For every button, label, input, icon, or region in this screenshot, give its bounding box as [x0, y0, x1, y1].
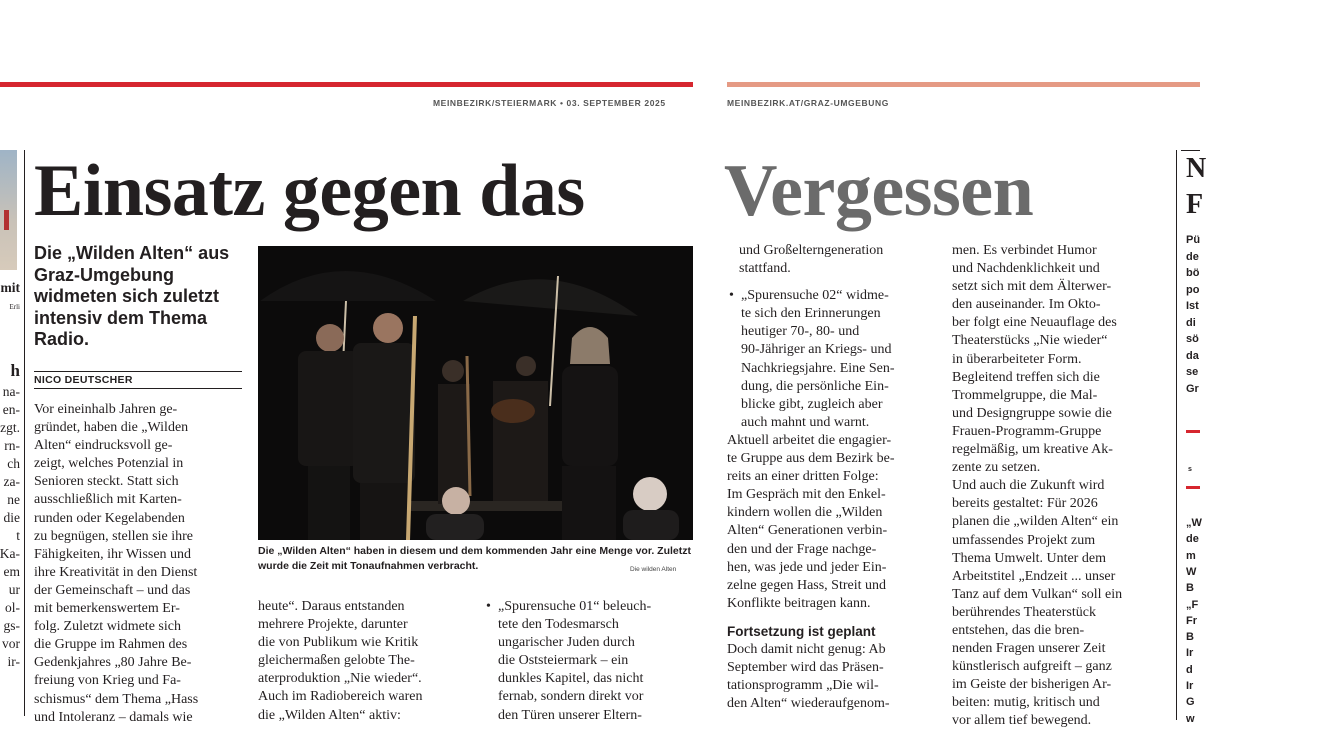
text-line: setzt sich mit dem Älterwer-: [952, 279, 1112, 295]
bullet-marker: •: [729, 288, 734, 304]
text-line: den auseinander. Im Okto-: [952, 297, 1101, 313]
text-line: den und der Frage nachge-: [727, 541, 877, 557]
right-fragment: W: [1186, 565, 1197, 578]
text-line: heute“. Daraus entstanden: [258, 599, 405, 614]
text-line: Im Gespräch mit den Enkel-: [727, 487, 886, 503]
photo-credit: Die wilden Alten: [630, 566, 677, 573]
text-line: die Gruppe im Rahmen des: [34, 637, 188, 653]
text-line: Alten“ eindrucksvoll ge-: [34, 438, 173, 454]
text-line: und Nachdenklichkeit und: [952, 261, 1100, 277]
author-byline: NICO DEUTSCHER: [34, 371, 242, 389]
right-fragment: da: [1186, 349, 1199, 362]
text-line: regelmäßig, um kreative Ak-: [952, 442, 1113, 458]
article-photo: [258, 246, 693, 540]
right-fragment: po: [1186, 283, 1200, 296]
text-line: te Gruppe aus dem Bezirk be-: [727, 451, 895, 467]
text-line: planen die „wilden Alten“ ein: [952, 514, 1119, 530]
text-line: kindern wollen die „Wilden: [727, 505, 883, 521]
right-fragment: m: [1186, 549, 1196, 562]
text-line: zente zu setzen.: [952, 460, 1041, 476]
text-line: blicke gibt, zugleich aber: [741, 396, 883, 412]
right-fragment: Pü: [1186, 234, 1201, 246]
top-rule-left: [0, 82, 693, 87]
text-line: gründet, haben die „Wilden: [34, 420, 189, 436]
text-line: ungarischer Juden durch: [498, 635, 635, 651]
left-fragment: mit: [0, 280, 20, 295]
text-line: Senioren steckt. Statt sich: [34, 474, 179, 490]
right-fragment-small: s: [1188, 466, 1192, 473]
col4-paragraph: [727, 432, 937, 613]
col4-bullet-text: [741, 287, 937, 432]
text-line: zu begnügen, stellen sie ihre: [34, 528, 194, 544]
right-fragment: „W: [1186, 517, 1202, 529]
text-line: fernab, sondern direkt vor: [498, 689, 644, 705]
text-line: Begleitend treffen sich die: [952, 369, 1100, 385]
text-line: die „Wilden Alten“ aktiv:: [258, 707, 401, 723]
body-column-2: [258, 598, 468, 725]
text-line: auch mahnt und warnt.: [741, 414, 870, 430]
text-line: gleichermaßen gelobte The-: [258, 653, 415, 669]
left-fragment: ol-: [5, 600, 20, 615]
text-line: tationsprogramm „Die wil-: [727, 678, 879, 694]
text-line: und Intoleranz – damals wie: [34, 709, 193, 725]
photo-illustration: [258, 246, 693, 540]
left-fragment: zgt.: [0, 420, 20, 435]
text-line: runden oder Kegelabenden: [34, 510, 185, 526]
text-line: beiten: mutig, kritisch und: [952, 695, 1100, 711]
text-line: ausschließlich mit Karten-: [34, 492, 182, 508]
photo-caption: Die „Wilden Alten“ haben in diesem und dem kommenden Jahr eine Menge vor. Zuletzt wurde die Zeit mit Tonaufnahmen verbracht.: [258, 545, 692, 572]
left-fragment: Ka-: [0, 546, 20, 561]
text-line: die Oststeiermark – ein: [498, 653, 629, 669]
text-line: Aktuell arbeitet die engagier-: [727, 432, 892, 448]
right-fragment: w: [1186, 712, 1195, 725]
bullet-marker: •: [486, 599, 491, 614]
text-line: dunkles Kapitel, das nicht: [498, 671, 644, 687]
text-line: künstlerisch aufgreift – ganz: [952, 659, 1112, 675]
col4-bullet-item: [727, 287, 937, 432]
text-line: den Alten“ wiederaufgenom-: [727, 696, 890, 712]
right-fragment: de: [1186, 250, 1199, 263]
text-line: zeigt, welches Potenzial in: [34, 456, 184, 472]
text-line: entstehen, das die bren-: [952, 622, 1085, 638]
text-line: Gedenkjahres „80 Jahre Be-: [34, 655, 192, 671]
text-line: freiung von Krieg und Fa-: [34, 673, 181, 689]
text-line: „Spurensuche 01“ beleuch-: [498, 599, 652, 614]
left-fragment: gs-: [3, 618, 20, 633]
text-line: Doch damit nicht genug: Ab: [727, 641, 886, 657]
text-line: den Türen unserer Eltern-: [498, 707, 642, 723]
left-fragment: na-: [2, 384, 20, 399]
text-line: Theaterstücks „Nie wieder“: [952, 333, 1108, 349]
text-line: 90-Jähriger an Kriegs- und: [741, 342, 892, 358]
col4-intro-lines: [727, 242, 937, 278]
right-box-top-rule: [1181, 150, 1200, 151]
text-line: vor allem tief bewegend.: [952, 713, 1092, 729]
right-fragment: Ir: [1186, 680, 1194, 692]
right-fragment: di: [1186, 316, 1196, 329]
text-line: ihre Kreativität in den Dienst: [34, 564, 198, 580]
body-column-4: [727, 242, 937, 713]
text-line: umfassendes Projekt zum: [952, 532, 1096, 548]
left-fragment: em: [3, 564, 20, 579]
text-line: folg. Zuletzt widmete sich: [34, 619, 181, 635]
left-fragment: ur: [8, 582, 20, 597]
intro-teaser: Die „Wilden Alten“ aus Graz-Umgebung widmeten sich zuletzt intensiv dem Thema Radio.: [34, 243, 230, 349]
body-column-3: [484, 598, 708, 725]
text-line: Auch im Radiobereich waren: [258, 689, 423, 705]
text-line: schismus“ dem Thema „Hass: [34, 691, 199, 707]
headline-part-2: Vergessen: [724, 150, 1034, 232]
right-fragment: B: [1186, 631, 1194, 644]
text-line: Thema Umwelt. Unter dem: [952, 550, 1106, 566]
headline-part-1: Einsatz gegen das: [34, 150, 585, 232]
text-line: und Designgruppe sowie die: [952, 405, 1112, 421]
left-fragment: vor: [2, 636, 20, 651]
right-fragment: Ist: [1186, 300, 1199, 312]
subheading: Fortsetzung ist geplant: [727, 623, 876, 639]
left-fragment: ne: [7, 492, 20, 507]
text-line: ber folgt eine Neuauflage des: [952, 315, 1117, 331]
left-fragment: t: [16, 528, 20, 543]
right-fragment-head: N: [1186, 153, 1207, 184]
text-line: Nachkriegsjahre. Eine Sen-: [741, 360, 895, 376]
folio-left: MEINBEZIRK/STEIERMARK • 03. SEPTEMBER 2025: [433, 98, 666, 108]
text-line: berührendes Theaterstück: [952, 604, 1096, 620]
body-column-1: [34, 401, 242, 727]
text-line: te sich den Erinnerungen: [741, 306, 881, 322]
text-line: der Gemeinschaft – und das: [34, 582, 191, 598]
left-fragment: za-: [3, 474, 20, 489]
text-line: mit bemerkenswertem Er-: [34, 601, 180, 617]
text-line: die von Publikum wie Kritik: [258, 635, 419, 651]
text-line: Trommelgruppe, die Mal-: [952, 387, 1098, 403]
text-line: men. Es verbindet Humor: [952, 243, 1097, 258]
text-line: Konflikte beitragen kann.: [727, 595, 871, 611]
right-fragment-head: F: [1186, 189, 1204, 220]
column-divider-left: [24, 150, 25, 716]
left-fragment: ch: [7, 456, 20, 471]
right-fragment: Ir: [1186, 647, 1194, 660]
right-fragment: se: [1186, 366, 1199, 378]
left-edge-photo: [0, 150, 17, 270]
right-fragment: Fr: [1186, 614, 1197, 627]
text-line: stattfand.: [739, 261, 791, 277]
left-fragment: ir-: [7, 654, 20, 669]
top-rule-right: [727, 82, 1200, 87]
text-line: mehrere Projekte, darunter: [258, 617, 408, 633]
left-fragment: rn-: [4, 438, 20, 453]
text-line: bereits gestaltet: Für 2026: [952, 496, 1098, 512]
right-fragment: de: [1186, 533, 1199, 546]
text-line: heutiger 70-, 80- und: [741, 324, 860, 340]
text-line: Alten“ Generationen verbin-: [727, 523, 888, 539]
text-line: dung, die persönliche Ein-: [741, 378, 889, 394]
left-fragment: en-: [2, 402, 20, 417]
left-fragment: Erli: [9, 303, 20, 311]
right-red-rule: [1186, 430, 1200, 433]
right-fragment: „F: [1186, 598, 1199, 611]
right-fragment: Gr: [1186, 382, 1199, 395]
left-fragment: h: [10, 361, 20, 380]
text-line: aterproduktion „Nie wieder“.: [258, 671, 422, 687]
right-fragment: B: [1186, 582, 1194, 595]
text-line: tete den Todesmarsch: [498, 617, 619, 633]
text-line: hen, was jede und jeder Ein-: [727, 559, 887, 575]
text-line: zelne gegen Hass, Streit und: [727, 577, 887, 593]
right-red-rule: [1186, 486, 1200, 489]
text-line: reits an einer dritten Folge:: [727, 469, 879, 485]
right-fragment: sö: [1186, 333, 1199, 345]
col4-paragraph-2: [727, 641, 937, 713]
text-line: September wird das Präsen-: [727, 660, 884, 676]
right-fragment: d: [1186, 663, 1193, 676]
text-line: „Spurensuche 02“ widme-: [741, 288, 889, 304]
text-line: Arbeitstitel „Endzeit ... unser: [952, 568, 1116, 584]
text-line: im Geiste der bisherigen Ar-: [952, 677, 1112, 693]
text-line: Und auch die Zukunft wird: [952, 478, 1105, 494]
text-line: Fähigkeiten, ihr Wissen und: [34, 546, 192, 562]
text-line: Tanz auf dem Vulkan“ soll ein: [952, 586, 1123, 602]
column-divider-right: [1176, 150, 1177, 720]
text-line: und Großelterngeneration: [739, 243, 884, 258]
left-fragment: die: [3, 510, 20, 525]
text-line: Vor eineinhalb Jahren ge-: [34, 402, 178, 417]
right-fragment: G: [1186, 696, 1195, 709]
text-line: Frauen-Programm-Gruppe: [952, 423, 1102, 439]
right-fragment: bö: [1186, 267, 1200, 279]
text-line: nenden Fragen unserer Zeit: [952, 641, 1106, 657]
body-column-5: [952, 242, 1162, 731]
folio-right: MEINBEZIRK.AT/GRAZ-UMGEBUNG: [727, 98, 889, 108]
text-line: in überarbeiteter Form.: [952, 351, 1082, 367]
